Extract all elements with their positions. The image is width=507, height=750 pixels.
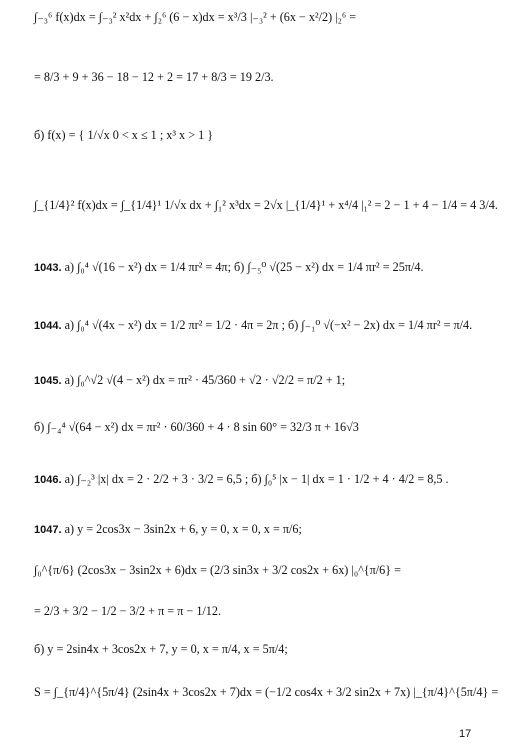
math-line-9 (34, 472, 449, 487)
math-line-4 (34, 198, 498, 212)
math-expression: а) ∫₀⁴ √(16 − x²) dx = 1/4 πr² = 4π; б) ∫₋₅⁰ √(25 − x²) dx = 1/4 πr² = 25π/4. (64, 260, 424, 274)
math-line-7 (34, 373, 345, 388)
math-expression: б) y = 2sin4x + 3cos2x + 7, y = 0, x = π/4, x = 5π/4; (34, 642, 288, 656)
page-number: 17 (459, 728, 472, 740)
math-expression: а) ∫₀⁴ √(4x − x²) dx = 1/2 πr² = 1/2 · 4π = 2π ; б) ∫₋₁⁰ √(−x² − 2x) dx = 1/4 πr² = π/4. (64, 318, 473, 332)
math-expression: = 2/3 + 3/2 − 1/2 − 3/2 + π = π − 1/12. (34, 604, 222, 618)
math-expression: S = ∫_{π/4}^{5π/4} (2sin4x + 3cos2x + 7)dx = (−1/2 cos4x + 3/2 sin2x + 7x) |_{π/4}^{5π/4} = (34, 685, 499, 699)
math-line-1 (34, 10, 356, 24)
math-expression: ∫_{1/4}² f(x)dx = ∫_{1/4}¹ 1/√x dx + ∫₁² x³dx = 2√x |_{1/4}¹ + x⁴/4 |₁² = 2 − 1 + 4 − 1/4 = 4 3/4. (34, 198, 498, 212)
exercise-number: 1046. (34, 474, 62, 486)
math-line-2 (34, 70, 274, 84)
math-expression: а) ∫₋₂³ |x| dx = 2 · 2/2 + 3 · 3/2 = 6,5 ; б) ∫₀⁵ |x − 1| dx = 1 · 1/2 + 4 · 4/2 = 8,5 . (64, 472, 449, 486)
exercise-number: 1045. (34, 375, 62, 387)
math-expression: ∫₋₃⁶ f(x)dx = ∫₋₃² x²dx + ∫₂⁶ (6 − x)dx = x³/3 |₋₃² + (6x − x²/2) |₂⁶ = (34, 10, 357, 24)
math-line-6 (34, 318, 472, 333)
math-expression: = 8/3 + 9 + 36 − 18 − 12 + 2 = 17 + 8/3 = 19 2/3. (34, 70, 274, 84)
math-line-8 (34, 420, 359, 434)
math-expression: а) y = 2cos3x − 3sin2x + 6, y = 0, x = 0, x = π/6; (64, 522, 302, 536)
math-line-12 (34, 604, 221, 618)
math-line-5 (34, 260, 424, 275)
math-expression: ∫₀^{π/6} (2cos3x − 3sin2x + 6)dx = (2/3 sin3x + 3/2 cos2x + 6x) |₀^{π/6} = (34, 563, 402, 577)
math-expression: б) ∫₋₄⁴ √(64 − x²) dx = πr² · 60/360 + 4 · 8 sin 60° = 32/3 π + 16√3 (34, 420, 359, 434)
math-line-11 (34, 563, 401, 577)
exercise-number: 1047. (34, 524, 62, 536)
math-expression: а) ∫₀^√2 √(4 − x²) dx = πr² · 45/360 + √2 · √2/2 = π/2 + 1; (64, 373, 346, 387)
math-expression: б) f(x) = { 1/√x 0 < x ≤ 1 ; x³ x > 1 } (34, 128, 214, 142)
exercise-number: 1043. (34, 262, 62, 274)
math-line-13 (34, 642, 288, 656)
math-line-3 (34, 128, 213, 142)
math-line-10 (34, 522, 302, 537)
math-line-14 (34, 685, 498, 699)
exercise-number: 1044. (34, 320, 62, 332)
